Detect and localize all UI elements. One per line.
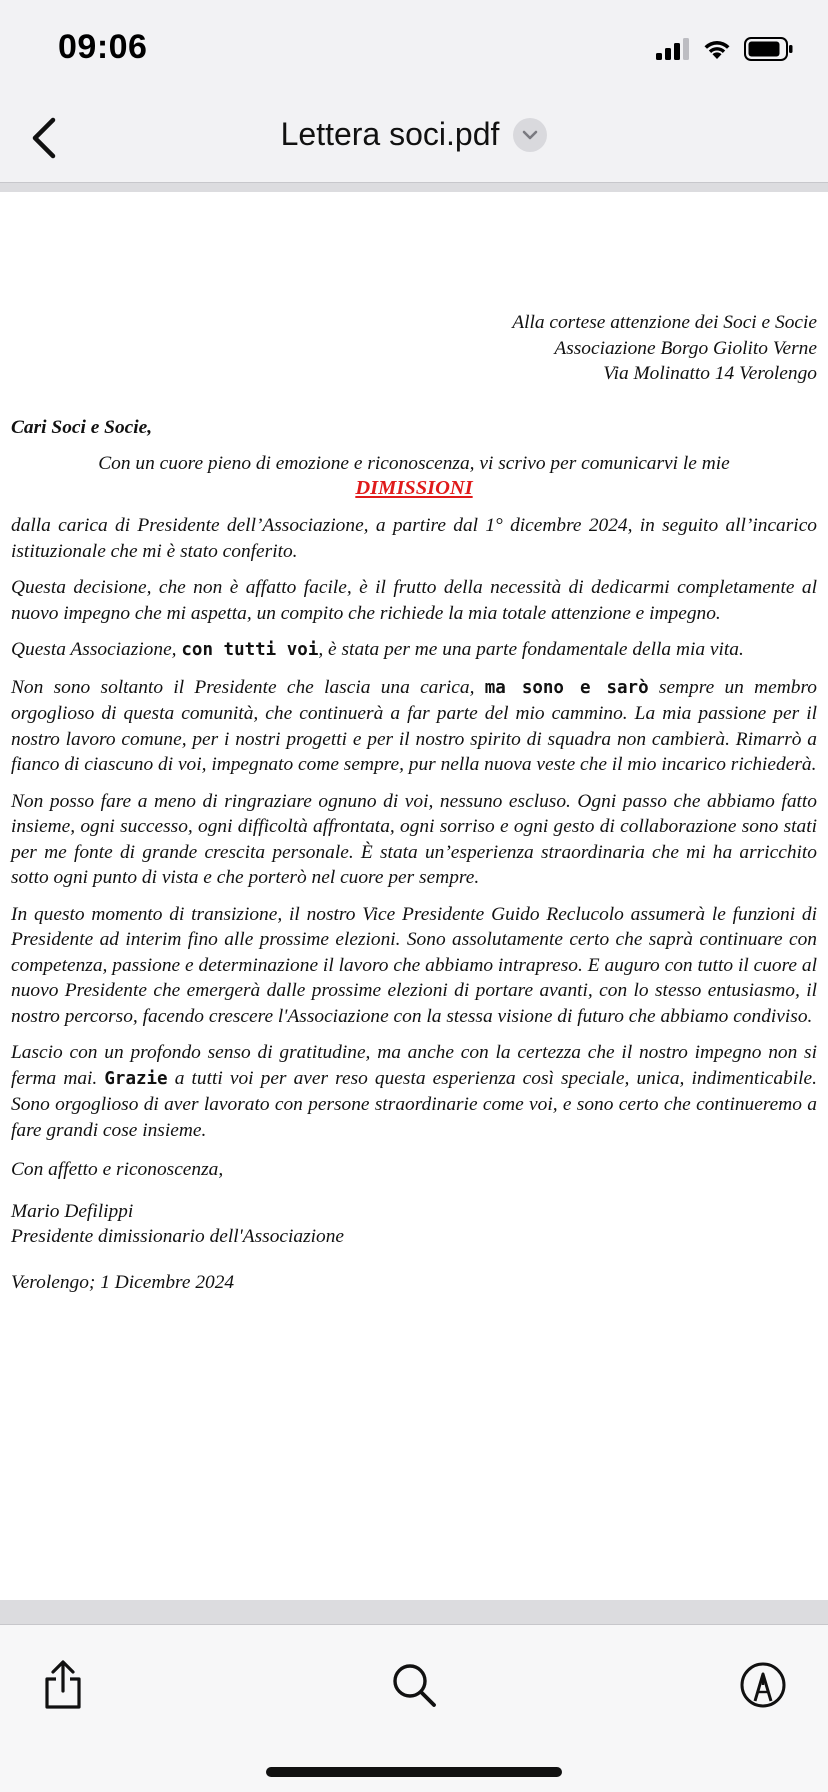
text-segment: a tutti voi per aver reso questa esperienza così speciale, unica, indimenticabile. Sono orgoglioso di aver lavorato con persone straordinarie come voi, e sono certo che continueremo a fare grandi cose insieme.: [11, 1067, 817, 1141]
status-bar: [0, 0, 828, 92]
letter-body: [11, 310, 817, 1295]
text-segment: Questa Associazione,: [11, 639, 182, 660]
bold-text: ma sono e sarò: [484, 677, 649, 698]
paragraph: Questa decisione, che non è affatto facile, è il frutto della necessità di dedicarmi completamente al nuovo impegno che mi aspetta, un compito che richiede la mia totale attenzione e impegno.: [11, 577, 817, 624]
bottom-toolbar: [0, 1625, 828, 1792]
closing: Con affetto e riconoscenza,: [11, 1159, 224, 1180]
paragraph: In questo momento di transizione, il nostro Vice Presidente Guido Reclucolo assumerà le funzioni di Presidente ad interim fino alle prossime elezioni. Sono assolutamente certo che saprà continuare con competenza, passione e determinazione il lavoro che abbiamo intrapreso. E auguro con tutto il cuore al nuovo Presidente che emergerà dalle prossime elezioni di portare avanti, con lo stesso entusiasmo, il nostro percorso, facendo crescere l'Associazione con la stessa visione di futuro che abbiamo condiviso.: [11, 903, 817, 1027]
search-button[interactable]: [379, 1650, 449, 1720]
bold-text: Grazie: [104, 1068, 168, 1089]
title-menu-button[interactable]: [513, 118, 547, 152]
text-segment: , è stata per me una parte fondamentale della mia vita.: [318, 639, 744, 660]
share-icon: [41, 1659, 85, 1711]
signature-title: Presidente dimissionario dell'Associazione: [11, 1226, 345, 1247]
markup-pen-icon: [739, 1661, 787, 1709]
status-icons: [656, 34, 794, 64]
place-date: Verolengo; 1 Dicembre 2024: [11, 1271, 235, 1293]
paragraph: [11, 1040, 817, 1143]
signature-name: Mario Defilippi: [11, 1200, 134, 1222]
battery-icon: [744, 37, 794, 61]
page-bottom-edge: [0, 1600, 828, 1625]
status-time: 09:06: [58, 28, 148, 66]
search-icon: [390, 1661, 438, 1709]
document-title: Lettera soci.pdf: [280, 116, 500, 152]
cellular-signal-icon: [656, 38, 690, 60]
navigation-bar: [0, 92, 828, 184]
address-line: Associazione Borgo Giolito Verne: [554, 337, 817, 359]
paragraph: [11, 637, 817, 664]
greeting: Cari Soci e Socie,: [11, 416, 153, 438]
text-segment: sempre un membro orgoglioso di questa comunità, che continuerà a far parte del mio cammino. La mia passione per il nostro lavoro comune, per i nostri progetti e per il nostro spirito di squadra non cambierà. Rimarrò a fianco di ciascuno di voi, impegnato come sempre, pur nella nuova veste che il mio incarico richiederà.: [11, 676, 817, 775]
wifi-icon: [702, 38, 732, 60]
headline-dimissioni: DIMISSIONI: [355, 476, 473, 499]
home-indicator[interactable]: [266, 1767, 562, 1777]
document-title-group[interactable]: [0, 116, 828, 153]
text-segment: Lascio con un profondo senso di gratitudine, ma anche con la certezza che il nostro impegno non si ferma mai.: [11, 1042, 817, 1089]
chevron-down-icon: [522, 130, 538, 140]
paragraph: Non posso fare a meno di ringraziare ognuno di voi, nessuno escluso. Ogni passo che abbiamo fatto insieme, ogni successo, ogni difficoltà affrontata, ogni sorriso e ogni gesto di collaborazione sono stati per me fonte di grande crescita personale. È stata un’esperienza straordinaria che mi ha arricchito sotto ogni punto di vista e che porterò nel cuore per sempre.: [11, 790, 817, 888]
intro-line: Con un cuore pieno di emozione e riconoscenza, vi scrivo per comunicarvi le mie: [98, 453, 730, 474]
pdf-page[interactable]: [0, 192, 828, 1600]
share-button[interactable]: [28, 1650, 98, 1720]
paragraph: [11, 675, 817, 778]
address-line: Alla cortese attenzione dei Soci e Socie: [512, 312, 817, 333]
bold-text: con tutti voi: [181, 640, 319, 660]
address-line: Via Molinatto 14 Verolengo: [603, 363, 817, 384]
markup-button[interactable]: [728, 1650, 798, 1720]
paragraph: dalla carica di Presidente dell’Associazione, a partire dal 1° dicembre 2024, in seguito all’incarico istituzionale che mi è stato conferito.: [11, 515, 817, 562]
text-segment: Non sono soltanto il Presidente che lascia una carica,: [11, 676, 485, 698]
